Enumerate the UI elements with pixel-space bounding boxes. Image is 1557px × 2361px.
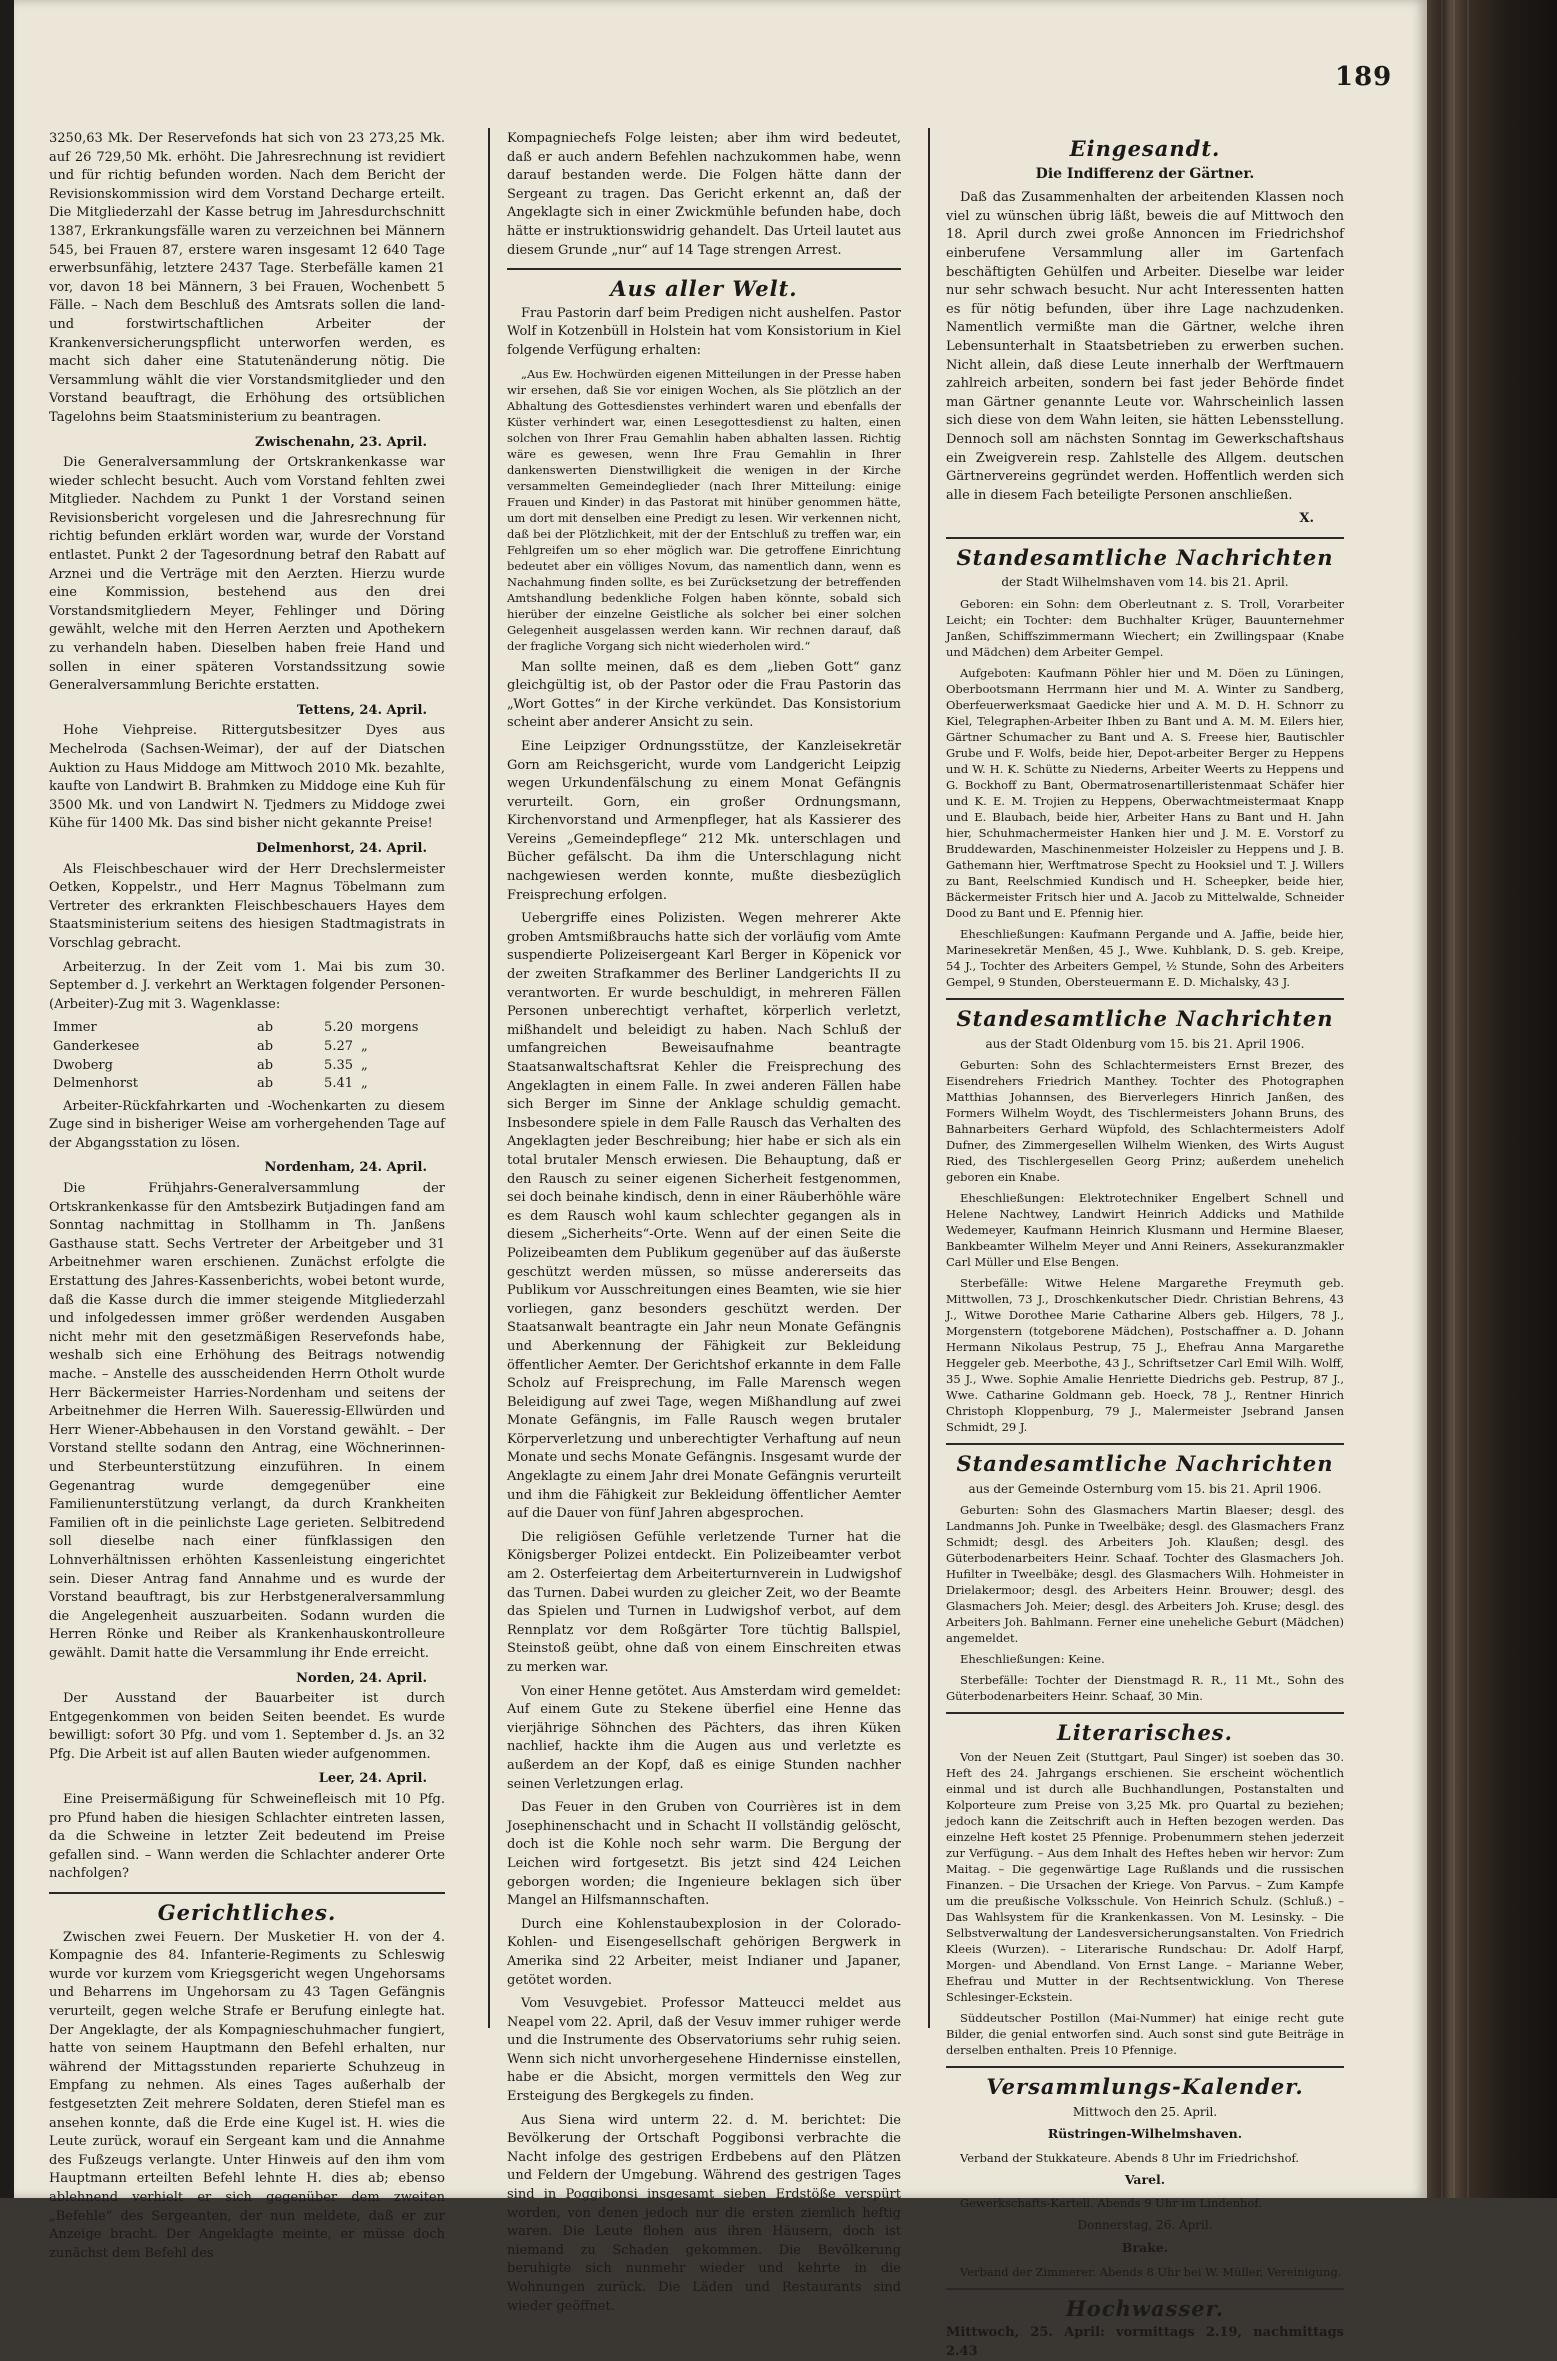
time-unit: „ [361,1038,368,1054]
section-heading: Standesamtliche Nachrichten [956,544,1334,570]
article-paragraph: 3250,63 Mk. Der Reservefonds hat sich von 23 273,25 Mk. auf 26 729,50 Mk. erhöht. Die Jahresrechnung ist revidiert und für richtig befunden worden. Nach dem Bericht der Revisionskommission wird dem Vorstand Decharge erteilt. Die Mitgliederzahl der Kasse betrug im Jahresdurchschnitt 1387, Erkrankungsfälle waren zu verzeichnen bei Männern 545, bei Frauen 87, erstere waren insgesamt 12 640 Tage erwerbsunfähig, letztere 2437 Tage. Sterbefälle kamen 21 vor, davon 18 bei Männern, 3 bei Frauen, Wochenbett 5 Fälle. – Nach dem Beschluß des Amtsrats sollen die land- und forstwirtschaftlichen Arbeiter der Krankenversicherungspflicht unterworfen werden, es macht sich daher eine Statutenänderung nötig. Die Versammlung wählt die vier Vorstandsmitglieder und den Vorstand beauftragt, die Erhöhung des ortsüblichen Tagelohns beim Staatsministerium zu beantragen. [49,131,445,425]
section-subtitle: aus der Gemeinde Osternburg vom 15. bis 21. April 1906. [968,1481,1322,1496]
article-title: Die Indifferenz der Gärtner. [1035,165,1255,182]
dateline: Delmenhorst, 24. April. [256,840,427,856]
departure-label: ab [256,1076,274,1092]
article-paragraph: Von der Neuen Zeit (Stuttgart, Paul Singer) ist soeben das 30. Heft des 24. Jahrgangs erschienen. Sie erscheint wöchentlich einmal und ist durch alle Buchhandlungen, Postanstalten und Kolporteure zum Preise von 3,25 Mk. pro Quartal zu beziehen; jedoch kann die Zeitschrift auch in Heften bezogen werden. Das einzelne Heft kostet 25 Pfennige. Probenummern stehen jederzeit zur Verfügung. – Aus dem Inhalt des Heftes heben wir hervor: Zum Maitag. – Die gegenwärtige Lage Rußlands und die russischen Finanzen. – Die Ursachen der Kriege. Von Parvus. – Zum Kampfe um die preußische Volksschule. Von Heinrich Schulz. (Schluß.) – Das Wahlsystem für die Krankenkassen. Von M. Lesinsky. – Die Selbstverwaltung der Landesversicherungsanstalten. Von Friedrich Kleeis (Wurzen). – Literarische Rundschau: Dr. Adolf Harpf, Morgen- und Abendland. Von Ernst Lange. – Marianne Weber, Ehefrau und Mutter in der Rechtsentwicklung. Von Therese Schlesinger-Eckstein. [946,1750,1344,2005]
column-1 [49,130,445,2261]
article-paragraph: Von einer Henne getötet. Aus Amsterdam wird gemeldet: Auf einem Gute zu Stekene überfiel eine Henne das vierjährige Söhnchen des Pächters, das ihren Küken nachlief, hackte ihm die Augen aus und verletzte es außerdem an der Kopf, daß es einige Stunden nachher seinen Verletzungen erlag. [507,1683,901,1792]
section-heading: Literarisches. [1057,1720,1233,1746]
article-paragraph: Der Ausstand der Bauarbeiter ist durch Entgegenkommen von beiden Seiten beendet. Es wurde bewilligt: sofort 30 Pfg. und vom 1. September d. Js. an 32 Pfg. Die Arbeit ist auf allen Bauten wieder aufgenommen. [49,1691,445,1762]
article-paragraph: Die Frühjahrs-Generalversammlung der Ortskrankenkasse für den Amtsbezirk Butjadingen fand am Sonntag nachmittag in Stollhamm in Th. Janßens Gasthause statt. Sechs Vertreter der Arbeitgeber und 31 Arbeitnehmer waren erschienen. Zunächst erfolgte die Erstattung des Jahres-Kassenberichts, wobei betont wurde, daß die Kasse durch die immer steigende Mitgliederzahl und infolgedessen immer größer werdenden Ausgaben nicht mehr mit den gesetzmäßigen Reservefonds habe, weshalb sich eine Erhöhung des Beitrags notwendig mache. – Anstelle des ausscheidenden Herrn Otholt wurde Herr Bäckermeister Harries-Nordenham und seitens der Arbeitnehmer die Herren Wilh. Saueressig-Ellwürden und Herr Wiener-Abbehausen in den Vorstand gewählt. – Der Vorstand stellte sodann den Antrag, eine Wöchnerinnen- und Sterbeunterstützung einzuführen. In einem Gegenantrag wurde demgegenüber eine Familienunterstützung verlangt, da durch Krankheiten Familien oft in die peinlichste Lage gerieten. Selbitredend soll dieselbe nach einer fünfklassigen den Lohnverhältnissen erhöhten Kassenleistung eingerichtet sein. Dieser Antrag fand Annahme und es wurde der Vorstand beauftragt, bis zur Herbstgeneralversammlung die Angelegenheit auszuarbeiten. Sodann wurden die Herren Rönke und Reiber als Krankenhauskontrolleure gewählt. Damit hatte die Versammlung ihr Ende erreicht. [49,1181,445,1661]
section-divider [507,268,901,270]
column-2 [507,130,901,2314]
book-binding [1427,0,1557,2198]
article-paragraph: Vom Vesuvgebiet. Professor Matteucci meldet aus Neapel vom 22. April, daß der Vesuv immer ruhiger werde und die Instrumente des Observatoriums sehr ruhig seien. Wenn sich nicht unvorhergesehene Hindernisse einstellen, habe er die Absicht, morgen vermittels den Weg zur Ersteigung des Bergkegels zu finden. [507,1996,901,2105]
registry-entry: Eheschließungen: Elektrotechniker Engelbert Schnell und Helene Nachtwey, Landwirt Heinrich Addicks und Mathilde Wedemeyer, Kaufmann Heinrich Klusmann und Hermine Blaeser, Bankbeamter Wilhelm Meyer und Anni Reiners, Assekuranzmakler Carl Müller und Else Bengen. [946,1191,1344,1270]
calendar-entry: Verband der Zimmerer. Abends 8 Uhr bei W. Müller, Vereinigung. [960,2264,1342,2279]
section-divider [946,2288,1344,2290]
article-paragraph: Zwischen zwei Feuern. Der Musketier H. von der 4. Kompagnie des 84. Infanterie-Regiments zu Schleswig wurde vor kurzem vom Kriegsgericht wegen Ungehorsams und Beharrens im Ungehorsam zu 43 Tagen Gefängnis verurteilt, gegen welche Strafe er Berufung einlegte hat. Der Angeklagte, der als Kompagnieschuhmacher fungiert, hatte von seinem Hauptmann den Befehl erhalten, nur während der Mittagsstunden reparierte Schuhzeug in Empfang zu nehmen. Als eines Tages außerhalb der festgesetzten Zeit mehrere Soldaten, deren Stiefel man es ansehen konnte, daß die Erde eine Kugel ist. H. wies die Leute zurück, worauf ein Sergeant kam und die Annahme des Fußzeugs verlangte. Unter Hinweis auf den ihm vom Hauptmann erteilten Befehl lehnte H. dies ab; ebenso ablehnend verhielt er sich gegenüber dem zweiten „Befehle“ des Sergeanten, der nun meldete, daß er zur Anzeige bracht. Der Angeklagte meinte, er müsse doch zunächst dem Befehl des [49,1929,445,2261]
author-signature: X. [1299,511,1314,527]
dateline: Tettens, 24. April. [296,702,427,718]
article-paragraph: Kompagniechefs Folge leisten; aber ihm wird bedeutet, daß er auch andern Befehlen nachzukommen habe, wenn darauf bestanden werde. Die Folgen hätte dann der Sergeant zu tragen. Das Gericht erkennt an, daß der Angeklagte sich in einer Zwickmühle befunden habe, doch hätte er instruktionswidrig gehandelt. Das Urteil lautet aus diesem Grunde „nur“ auf 14 Tage strengen Arrest. [507,131,901,258]
section-subtitle: aus der Stadt Oldenburg vom 15. bis 21. April 1906. [985,1036,1305,1051]
registry-entry: Geburten: Sohn des Glasmachers Martin Blaeser; desgl. des Landmanns Joh. Punke in Tweelbäke; desgl. des Glasmachers Franz Schmidt; desgl. des Arbeiters Joh. Klaußen; desgl. des Güterbodenarbeiters Heinr. Schaaf. Tochter des Glasmachers Joh. Hufilter in Tweelbäke; desgl. des Glasmachers Wilh. Hohmeister in Drielakermoor; desgl. des Arbeiters Heinr. Brouwer; desgl. des Glasmachers Joh. Meier; desgl. des Arbeiters Joh. Kruse; desgl. des Arbeiters Joh. Bahlmann. Ferner eine uneheliche Geburt (Mädchen) angemeldet. [946,1503,1344,1646]
column-rule [488,128,490,2028]
section-heading: Hochwasser. [1065,2295,1225,2321]
timetable-row [49,1057,445,1076]
calendar-date: Mittwoch den 25. April. [1072,2104,1218,2119]
departure-label: ab [256,1038,274,1054]
train-timetable [49,1019,445,1093]
high-water-times: Mittwoch, 25. April: vormittags 2.19, nachmittags 2.43 [946,2325,1344,2359]
registry-entry: Geboren: ein Sohn: dem Oberleutnant z. S. Troll, Vorarbeiter Leicht; ein Tochter: dem Buchhalter Krüger, Bauunternehmer Janßen, Schiffszimmermann Wiechert; ein Zwillingspaar (Knabe und Mädchen) dem Arbeiter Gempel. [946,597,1344,660]
station-name: Ganderkesee [53,1038,140,1054]
registry-entry: Aufgeboten: Kaufmann Pöhler hier und M. Döen zu Lüningen, Oberbootsmann Herrmann hier und M. A. Winter zu Sandberg, Oberfeuerwerksmaat Gaedicke hier und A. M. D. H. Schnorr zu Kiel, Telegraphen-Arbeiter Ihben zu Bant und A. M. M. Eilers hier, Gärtner Schumacher zu Bant und A. S. Freese hier, Bautischler Grube und F. Wolfs, beide hier, Depot-arbeiter Berger zu Heppens und W. H. K. Schütte zu Niederns, Arbeiter Weerts zu Heppens und G. Bockhoff zu Bant, Obermatrosenartilleristenmaat Schäfer hier und K. E. M. Trojien zu Heppens, Oberwachtmeistermaat Knapp und E. Blaubach, beide hier, Arbeiter Hans zu Bant und H. Jahn hier, Schuhmachermeister Hanken hier und J. M. E. Vorstorf zu Bruddewarden, Maschinenmeister Holzeisler zu Heppens und J. B. Gathemann hier, Werftmatrose Specht zu Hooksiel und T. J. Willers zu Bant, Reelschmied Kundisch und H. Scheepker, beide hier, Bäckermeister Fritsch hier und A. Jacob zu Mittelwalde, Schneider Dood zu Bant und E. Pfennig hier. [946,666,1344,921]
time-unit: morgens [361,1020,419,1036]
article-paragraph: Als Fleischbeschauer wird der Herr Drechslermeister Oetken, Koppelstr., und Herr Magnus Töbelmann zum Vertreter des erkrankten Fleischbeschauers Hayes dem Staatsministerium seitens des hiesigen Stadtmagistrats in Vorschlag gebracht. [49,861,445,951]
station-name: Delmenhorst [53,1076,138,1092]
departure-label: ab [256,1020,274,1036]
station-name: Immer [53,1020,97,1036]
quoted-decree: „Aus Ew. Hochwürden eigenen Mitteilungen in der Presse haben wir ersehen, daß Sie vor einigen Wochen, als Sie plötzlich an der Abhaltung des Gottesdienstes verhindert waren und ebenfalls der Küster verhindert war, einen Lesegottesdienst zu halten, einen solchen von Ihrer Frau Gemahlin haben abhalten lassen. Richtig wäre es gewesen, wenn Ihre Frau Gemahlin in Ihrer dankenswerten Dienstwilligkeit die wenigen in der Kirche versammelten Gemeindeglieder (nach Ihrer Mitteilung: einige Frauen und Kinder) in das Pastorat mit hinüber genommen hätte, um dort mit denselben eine Predigt zu lesen. Wir verkennen nicht, daß bei der Plötzlichkeit, mit der der Entschluß zu treffen war, ein Fehlgreifen um so eher möglich war. Die getroffene Einrichtung bedeutet aber ein völliges Novum, das namentlich dann, wenn es Nachahmung finden sollte, es bei Zurücksetzung der betreffenden Amtshandlung bedenkliche Folgen haben könnte, sobald sich hierüber der einzelne Geistliche als solcher bei einer solchen Gelegenheit ausgelassen werden kann. Wir rechnen darauf, daß der fragliche Vorgang sich nicht wiederholen wird.“ [507,366,901,653]
departure-time: 5.27 [324,1038,353,1054]
departure-label: ab [256,1057,274,1073]
section-heading: Standesamtliche Nachrichten [956,1451,1334,1477]
time-unit: „ [361,1057,368,1073]
column-3 [946,130,1344,2359]
article-paragraph: Daß das Zusammenhalten der arbeitenden Klassen noch viel zu wünschen übrig läßt, beweis die auf Mittwoch den 18. April durch zwei große Annoncen im Friedrichshof einberufene Versammlung aller im Gartenfach beschäftigten Gehülfen und Arbeiter. Dieselbe war leider nur sehr schwach besucht. Nur acht Interessenten hatten es für nötig befunden, über ihre Lage nachzudenken. Namentlich vermißte man die Gärtner, welche ihren Lebensunterhalt in Staatsbetrieben zu erwerben suchen. Nicht allein, daß diese Leute innerhalb der Werftmauern zahlreich arbeiten, sondern bei fast jeder Behörde findet man Gärtner genannte Leute vor. Wahrscheinlich lassen sich diese von dem Wahn leiten, sie hätten Lebensstellung. Dennoch soll am nächsten Sonntag im Gewerkschaftshaus ein Zweigverein resp. Zahlstelle des Allgem. deutschen Gärtnervereins gegründet werden. Hoffentlich werden sich alle in diesem Fach beteiligte Personen anschließen. [946,190,1344,503]
article-paragraph: Eine Leipziger Ordnungsstütze, der Kanzleisekretär Gorn am Reichsgericht, wurde vom Landgericht Leipzig wegen Urkundenfälschung zu einem Monat Gefängnis verurteilt. Gorn, ein großer Ordnungsmann, Kirchenvorstand und Armenpfleger, hat als Kassierer des Vereins „Gemeindepflege“ 212 Mk. unterschlagen und Bücher gefälscht. Da ihm die Unterschlagung nicht nachgewiesen werden konnte, mußte diesbezüglich Freisprechung erfolgen. [507,738,901,903]
time-unit: „ [361,1076,368,1092]
dateline: Norden, 24. April. [296,1670,427,1686]
dateline: Leer, 24. April. [318,1771,427,1787]
dateline: Nordenham, 24. April. [264,1160,427,1176]
article-paragraph: Das Feuer in den Gruben von Courrières ist in dem Josephinenschacht und in Schacht II vollständig gelöscht, doch ist die Kohle noch sehr warm. Die Bergung der Leichen wird fortgesetzt. Bis jetzt sind 424 Leichen geborgen worden; die Ingenieure beklagen sich über Mangel an Hilfsmannschaften. [507,1800,901,1909]
article-paragraph: Die Generalversammlung der Ortskrankenkasse war wieder schlecht besucht. Auch vom Vorstand fehlten zwei Mitglieder. Nachdem zu Punkt 1 der Vorstand seinen Revisionsbericht vorgelesen und die Jahresrechnung für richtig befunden erklärt worden war, wurde der Vorstand entlastet. Punkt 2 der Tagesordnung betraf den Rabatt auf Arznei und die Verträge mit den Aerzten. Hierzu wurde eine Kommission, bestehend aus den drei Vorstandsmitgliedern Meyer, Fehlinger und Döring gewählt, welche mit den Herren Aerzten und Apothekern zu verhandeln haben. Dieselben haben freie Hand und sollen in einer späteren Vorstandssitzung sowie Generalversammlung Berichte erstatten. [49,455,445,694]
section-divider [946,1443,1344,1445]
article-paragraph: Arbeiterzug. In der Zeit vom 1. Mai bis zum 30. September d. J. verkehrt an Werktagen folgender Personen-(Arbeiter)-Zug mit 3. Wagenklasse: [49,959,445,1012]
article-paragraph: Aus Siena wird unterm 22. d. M. berichtet: Die Bevölkerung der Ortschaft Poggibonsi verbrachte die Nacht infolge des gestrigen Erdbebens auf den Plätzen und Feldern der Umgebung. Während des gestrigen Tages sind in Poggibonsi insgesamt sieben Erdstöße verspürt worden, von denen jedoch nur die ersten ziemlich heftig waren. Die Leute flohen aus ihren Häusern, doch ist niemand zu Schaden gekommen. Die Bevölkerung beruhigte sich nunmehr wieder und kehrte in die Wohnungen zurück. Die Läden und Restaurants sind wieder geöffnet. [507,2112,901,2314]
departure-time: 5.35 [324,1057,353,1073]
article-paragraph: Man sollte meinen, daß es dem „lieben Gott“ ganz gleichgültig ist, ob der Pastor oder die Frau Pastorin das „Wort Gottes“ in der Kirche verkündet. Das Konsistorium scheint aber anderer Ansicht zu sein. [507,659,901,731]
page-number: 189 [1335,62,1393,92]
section-heading: Gerichtliches. [157,1900,337,1926]
timetable-row [49,1075,445,1094]
column-rule [928,128,930,2028]
article-paragraph: Durch eine Kohlenstaubexplosion in der Colorado-Kohlen- und Eisengesellschaft gehörigen Bergwerk in Amerika sind 22 Arbeiter, meist Indianer und Japaner, getötet worden. [507,1916,901,1988]
scan-edge [0,0,14,2198]
registry-entry: Eheschließungen: Kaufmann Pergande und A. Jaffie, beide hier, Marinesekretär Menßen, 45 J., Wwe. Kuhblank, D. S. geb. Kreipe, 54 J., Tochter des Arbeiters Gempel, ½ Stunde, Sohn des Arbeiters Gempel, 9 Stunden, Obersteuermann E. D. Michalsky, 43 J. [946,927,1344,990]
calendar-entry: Verband der Stukkateure. Abends 8 Uhr im Friedrichshof. [960,2150,1299,2165]
departure-time: 5.41 [324,1076,353,1092]
registry-entry: Sterbefälle: Witwe Helene Margarethe Freymuth geb. Mittwollen, 73 J., Droschkenkutscher Diedr. Christian Behrens, 43 J., Witwe Dorothee Marie Catharine Albers geb. Hilgers, 78 J., Morgenstern (totgeborene Mädchen), Postschaffner a. D. Johann Hermann Nikolaus Pestrup, 75 J., Ehefrau Anna Margarethe Heggeler geb. Meerbothe, 43 J., Schriftsetzer Carl Emil Wilh. Wolff, 35 J., Wwe. Sophie Amalie Henriette Diedrichs geb. Pestrup, 87 J., Wwe. Catharine Goldmann geb. Hoeck, 78 J., Rentner Hinrich Christoph Kloppenburg, 79 J., Malermeister Jsebrand Jansen Schmidt, 29 J. [946,1276,1344,1435]
section-heading: Versammlungs-Kalender. [986,2074,1304,2100]
article-paragraph: Hohe Viehpreise. Rittergutsbesitzer Dyes aus Mechelroda (Sachsen-Weimar), der auf der Diatschen Auktion zu Haus Middoge am Mittwoch 2010 Mk. bezahlte, kaufte von Landwirt B. Brahmken zu Middoge eine Kuh für 3500 Mk. und von Landwirt N. Tjedmers zu Middoge zwei Kühe für 1400 Mk. Das sind bisher nicht gekannte Preise! [49,723,445,832]
timetable-row [49,1038,445,1057]
section-divider [946,998,1344,1000]
article-paragraph: Die religiösen Gefühle verletzende Turner hat die Königsberger Polizei entdeckt. Ein Polizeibeamter verbot am 2. Osterfeiertag dem Arbeiterturnverein in Ludwigshof das Turnen. Dabei wurden zu gleicher Zeit, wo der Beamte das Spielen und Turnen in Ludwigshof verbot, auf dem Rennplatz vor dem Roßgärter Tore tüchtig Ballspiel, Steinstoß geübt, ohne daß von einem Einschreiten etwas zu merken war. [507,1529,901,1675]
article-paragraph: Arbeiter-Rückfahrkarten und -Wochenkarten zu diesem Zuge sind in bisheriger Weise am vorhergehenden Tage auf der Abgangsstation zu lösen. [49,1098,445,1151]
calendar-place: Rüstringen-Wilhelmshaven. [1047,2126,1243,2142]
calendar-entry: Gewerkschafts-Kartell. Abends 9 Uhr im Lindenhof. [960,2196,1262,2211]
departure-time: 5.20 [324,1020,353,1036]
section-heading: Aus aller Welt. [610,276,798,302]
section-subtitle: der Stadt Wilhelmshaven vom 14. bis 21. April. [1001,575,1289,590]
calendar-place: Varel. [1124,2171,1166,2187]
station-name: Dwoberg [53,1057,113,1073]
article-paragraph: Uebergriffe eines Polizisten. Wegen mehrerer Akte groben Amtsmißbrauchs hatte sich der vorläufig vom Amte suspendierte Polizeisergeant Karl Berger in Köpenick vor der zweiten Strafkammer des Berliner Landgerichts II zu verantworten. Er wurde beschuldigt, in mehreren Fällen Personen unberechtigt verhaftet, körperlich verletzt, mißhandelt und beleidigt zu haben. Nach Schluß der umfangreichen Beweisaufnahme beantragte Staatsanwaltschaftsrat Kehler die Freisprechung des Angeklagten in einem Falle. In zwei anderen Fällen habe sich Berger im Sinne der Anklage schuldig gemacht. Insbesondere spiele in dem Falle Rausch das Verhalten des Angeklagten jeder Beschreibung; hier habe er sich als ein total brutaler Mensch erwiesen. Die Behauptung, daß er den Rausch zu seiner eigenen Sicherheit festgenommen, sei doch beinahe kindisch, denn in einer Räuberhöhle wäre es dem Rausch wohl kaum schlechter gegangen als in diesem „Sicherheits“-Orte. Wenn auf der einen Seite die Polizeibeamten dem Publikum gegenüber auf das äußerste geschützt werden müssen, so müsse andererseits das Publikum vor Ausschreitungen eines Beamten, wie sie hier vorliegen, ganz besonders geschützt werden. Der Staatsanwalt beantragte ein Jahr neun Monate Gefängnis und Aberkennung der Fähigkeit zur Bekleidung öffentlicher Aemter. Der Gerichtshof erkannte in dem Falle Scholz auf Freisprechung, im Falle Marensch wegen Beleidigung auf zwei Tage, wegen Mißhandlung auf zwei Monate Gefängnis, im Falle Rausch wegen brutaler Körperverletzung und unberechtigter Verhaftung auf neun Monate und sechs Monate Gefängnis. Insgesamt wurde der Angeklagte zu einem Jahr drei Monate Gefängnis verurteilt und ihm die Fähigkeit zur Bekleidung öffentlicher Aemter auf die Dauer von fünf Jahren abgesprochen. [507,911,901,1522]
section-heading: Standesamtliche Nachrichten [956,1006,1334,1032]
dateline: Zwischenahn, 23. April. [255,434,427,450]
calendar-place: Brake. [1121,2240,1169,2255]
article-paragraph: Eine Preisermäßigung für Schweinefleisch mit 10 Pfg. pro Pfund haben die hiesigen Schlachter eintreten lassen, da die Schweine in letzter Zeit bedeutend im Preise gefallen sind. – Wann werden die Schlachter anderer Orte nachfolgen? [49,1792,445,1882]
section-divider [49,1892,445,1894]
section-heading: Eingesandt. [1069,136,1221,161]
section-divider [946,2066,1344,2068]
registry-entry: Geburten: Sohn des Schlachtermeisters Ernst Brezer, des Eisendrehers Friedrich Manthey. Tochter des Photographen Matthias Johannsen, des Bierverlegers Hinrich Janßen, des Formers Wilhelm Woydt, des Tischlermeisters Johann Bruns, des Bahnarbeiters Gerhard Wüpfold, des Schlachtermeisters Adolf Dufner, des Zimmergesellen Wilhelm Wienken, des Wirts August Ried, des Tischlergesellen Georg Prinz; außerdem unehelich geboren ein Knabe. [946,1058,1344,1185]
timetable-row [49,1019,445,1038]
article-paragraph: Frau Pastorin darf beim Predigen nicht aushelfen. Pastor Wolf in Kotzenbüll in Holstein hat vom Konsistorium in Kiel folgende Verfügung erhalten: [507,305,901,358]
section-divider [946,1712,1344,1714]
registry-entry: Sterbefälle: Tochter der Dienstmagd R. R., 11 Mt., Sohn des Güterbodenarbeiters Heinr. Schaaf, 30 Min. [946,1673,1344,1704]
article-paragraph: Süddeutscher Postillon (Mai-Nummer) hat einige recht gute Bilder, die genial entworfen sind. Auch sonst sind gute Beiträge in derselben enthalten. Preis 10 Pfennige. [946,2011,1344,2058]
section-divider [946,537,1344,539]
registry-entry: Eheschließungen: Keine. [960,1652,1105,1667]
calendar-date: Donnerstag, 26. April. [1077,2218,1213,2233]
